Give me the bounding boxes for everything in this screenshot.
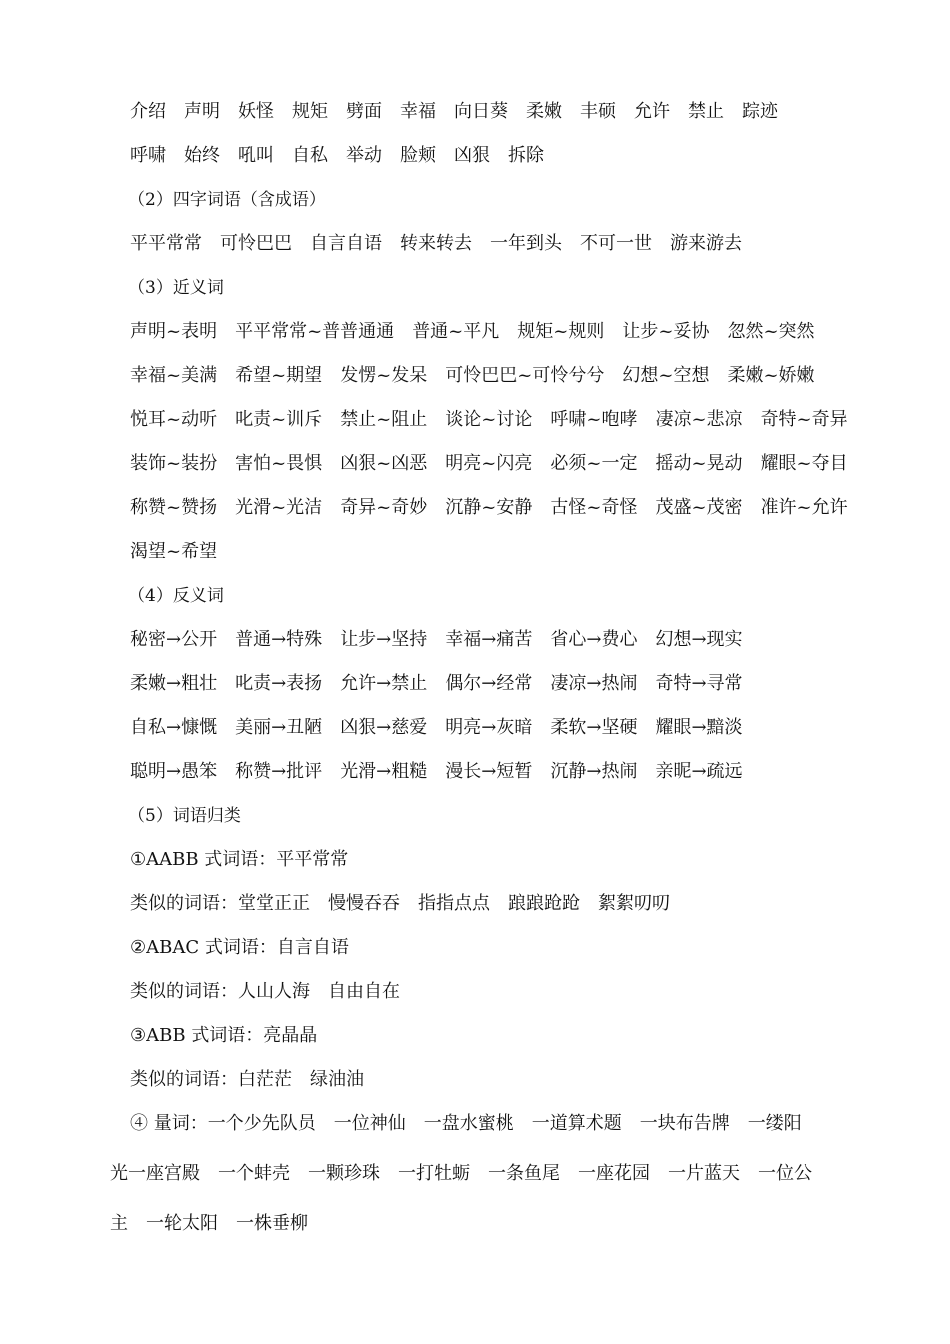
word-item: 耀眼→黯淡 [655,717,743,738]
word-item: 脸颊 [400,145,436,166]
word-item: 普通~平凡 [412,321,500,342]
word-item: 丰硕 [580,101,616,122]
antonym-row [130,760,761,784]
word-item: 希望~期望 [235,365,323,386]
word-item: 吼叫 [238,145,274,166]
word-item: 转来转去 [400,233,472,254]
synonym-row [130,496,866,520]
word-item: 称赞~赞扬 [130,497,218,518]
word-item: 妖怪 [238,101,274,122]
word-item: 介绍 [130,101,166,122]
word-item: 幸福 [400,101,436,122]
word-item: 奇特~奇异 [760,409,848,430]
word-item: 平平常常 [130,233,202,254]
word-item: 茂盛~茂密 [655,497,743,518]
word-item: 光滑~光洁 [235,497,323,518]
word-item: 美丽→丑陋 [235,717,323,738]
aabb-similar-line: 类似的词语：堂堂正正 慢慢吞吞 指指点点 踉踉跄跄 絮絮叨叨 [130,893,670,914]
measure-words-line: ④ 量词：一个少先队员 一位神仙 一盘水蜜桃 一道算术题 一块布告牌 一缕阳 [130,1113,802,1134]
word-item: 劈面 [346,101,382,122]
word-item: 禁止~阻止 [340,409,428,430]
word-row [130,232,760,256]
word-item: 称赞→批评 [235,761,323,782]
word-row [130,100,796,124]
word-item: 凄凉→热闹 [550,673,638,694]
synonym-row [130,364,833,388]
word-item: 忽然~突然 [727,321,815,342]
word-item: 拆除 [508,145,544,166]
word-item: 自私 [292,145,328,166]
section-heading: （2）四字词语（含成语） [128,190,326,210]
antonym-row [130,628,761,652]
measure-words-line: 主 一轮太阳 一株垂柳 [110,1213,308,1234]
word-item: 叱责→表扬 [235,673,323,694]
word-item: 漫长→短暂 [445,761,533,782]
word-item: 凶狠→慈爱 [340,717,428,738]
word-item: 幸福~美满 [130,365,218,386]
word-item: 可怜巴巴 [220,233,292,254]
synonym-row [130,452,866,476]
word-item: 明亮→灰暗 [445,717,533,738]
word-item: 始终 [184,145,220,166]
antonym-row [130,672,761,696]
aabb-line: ①AABB 式词语：平平常常 [130,849,349,870]
word-item: 让步→坚持 [340,629,428,650]
word-row [130,144,562,168]
word-item: 规矩~规则 [517,321,605,342]
word-item: 允许→禁止 [340,673,428,694]
word-item: 自私→慷慨 [130,717,218,738]
word-item: 柔软→坚硬 [550,717,638,738]
word-item: 幸福→痛苦 [445,629,533,650]
word-item: 幻想~空想 [622,365,710,386]
section-heading: （5）词语归类 [128,806,241,826]
word-item: 禁止 [688,101,724,122]
word-item: 古怪~奇怪 [550,497,638,518]
word-item: 允许 [634,101,670,122]
word-item: 光滑→粗糙 [340,761,428,782]
word-item: 柔嫩~娇嫩 [727,365,815,386]
word-item: 明亮~闪亮 [445,453,533,474]
abb-similar-line: 类似的词语：白茫茫 绿油油 [130,1069,364,1090]
word-item: 让步~妥协 [622,321,710,342]
word-item: 凄凉~悲凉 [655,409,743,430]
word-item: 悦耳~动听 [130,409,218,430]
word-item: 幻想→现实 [655,629,743,650]
word-item: 摇动~晃动 [655,453,743,474]
word-item: 秘密→公开 [130,629,218,650]
word-item: 凶狠 [454,145,490,166]
abac-similar-line: 类似的词语：人山人海 自由自在 [130,981,400,1002]
word-item: 一年到头 [490,233,562,254]
word-item: 游来游去 [670,233,742,254]
word-item: 呼啸 [130,145,166,166]
word-item: 可怜巴巴~可怜兮兮 [445,365,605,386]
word-item: 不可一世 [580,233,652,254]
word-item: 凶狠~凶恶 [340,453,428,474]
word-item: 奇异~奇妙 [340,497,428,518]
word-item: 普通→特殊 [235,629,323,650]
abac-line: ②ABAC 式词语：自言自语 [130,937,349,958]
word-item: 聪明→愚笨 [130,761,218,782]
word-item: 渴望~希望 [130,541,218,562]
word-item: 亲昵→疏远 [655,761,743,782]
antonym-row [130,716,761,740]
word-item: 谈论~讨论 [445,409,533,430]
word-item: 规矩 [292,101,328,122]
word-item: 向日葵 [454,101,508,122]
word-item: 声明~表明 [130,321,218,342]
word-item: 自言自语 [310,233,382,254]
word-item: 踪迹 [742,101,778,122]
word-item: 叱责~训斥 [235,409,323,430]
word-item: 平平常常~普普通通 [235,321,395,342]
abb-line: ③ABB 式词语：亮晶晶 [130,1025,318,1046]
word-item: 沉静~安静 [445,497,533,518]
word-item: 沉静→热闹 [550,761,638,782]
section-heading: （3）近义词 [128,278,224,298]
word-item: 举动 [346,145,382,166]
word-item: 必须~一定 [550,453,638,474]
word-item: 准许~允许 [760,497,848,518]
synonym-row [130,408,866,432]
word-item: 柔嫩 [526,101,562,122]
word-item: 柔嫩→粗壮 [130,673,218,694]
measure-words-line: 光一座宫殿 一个蚌壳 一颗珍珠 一打牡蛎 一条鱼尾 一座花园 一片蓝天 一位公 [110,1163,812,1184]
word-item: 偶尔→经常 [445,673,533,694]
synonym-row [130,320,833,344]
word-item: 耀眼~夺目 [760,453,848,474]
word-item: 发愣~发呆 [340,365,428,386]
word-item: 装饰~装扮 [130,453,218,474]
section-heading: （4）反义词 [128,586,224,606]
word-item: 省心→费心 [550,629,638,650]
word-item: 奇特→寻常 [655,673,743,694]
synonym-row [130,540,235,564]
word-item: 呼啸~咆哮 [550,409,638,430]
word-item: 害怕~畏惧 [235,453,323,474]
word-item: 声明 [184,101,220,122]
